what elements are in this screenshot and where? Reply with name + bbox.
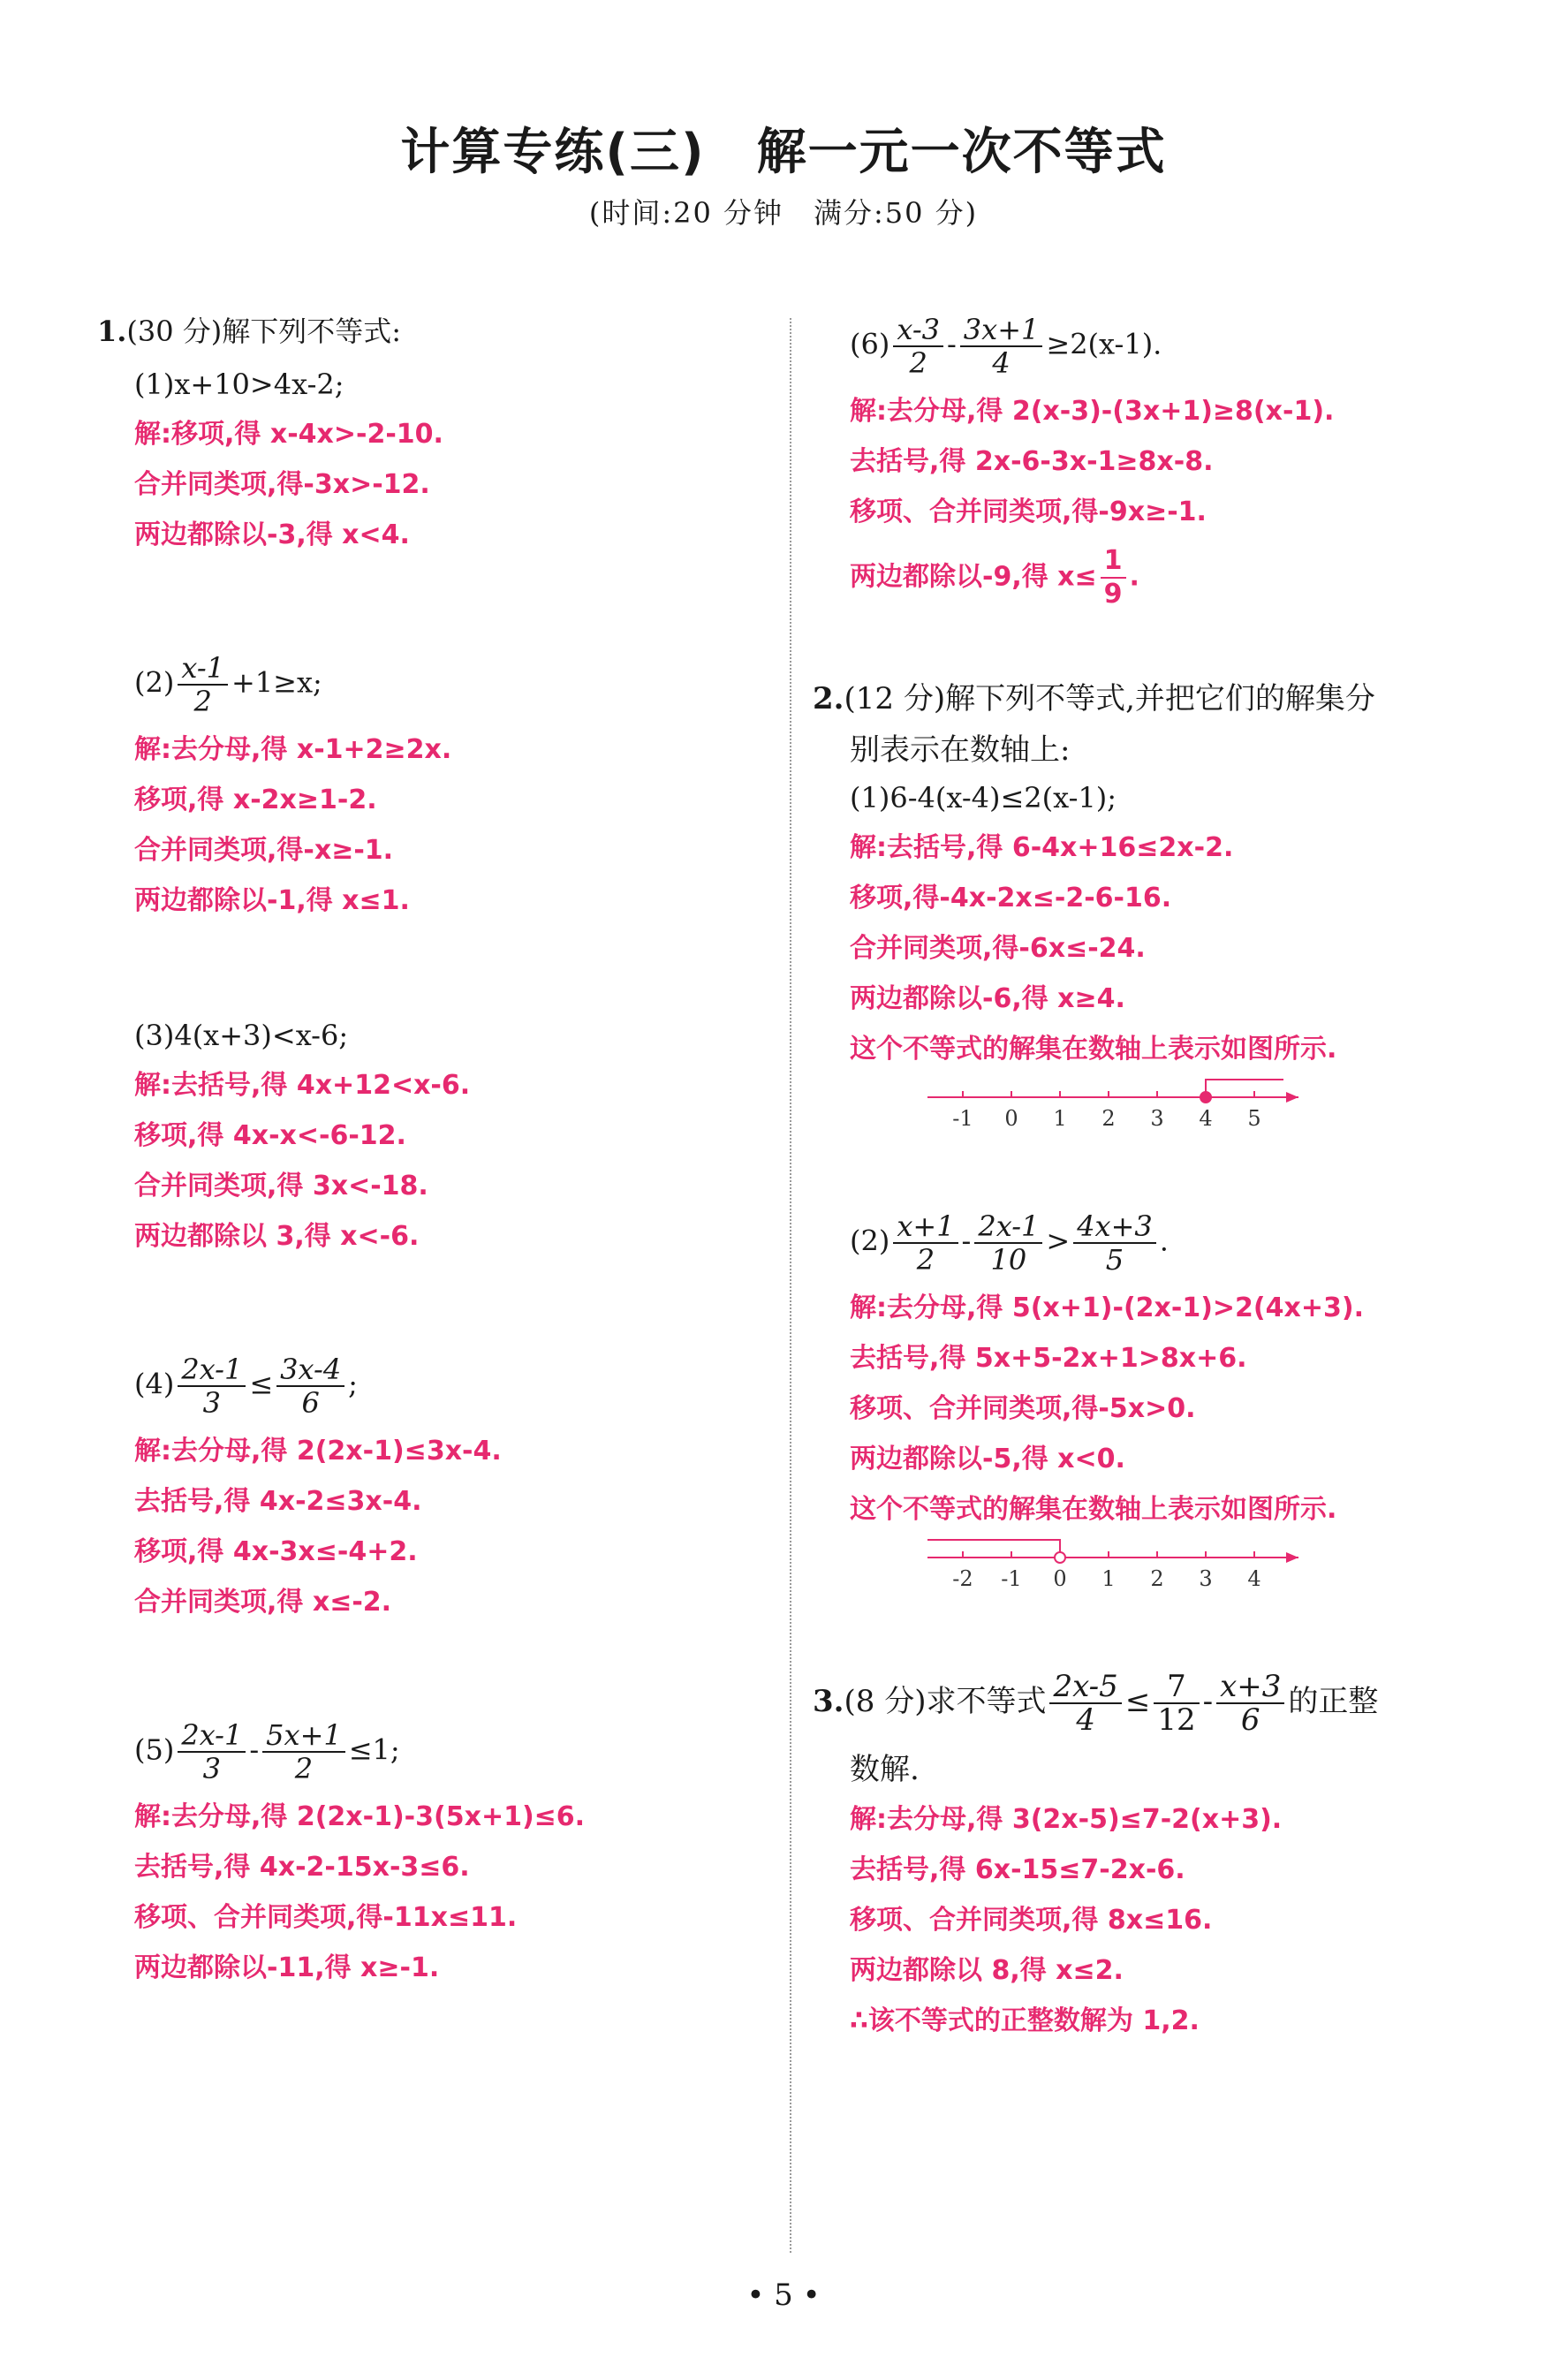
q1-p3-step: 移项,得 4x-x<-6-12. [134, 1120, 406, 1151]
problem-label: (2) [850, 1224, 890, 1258]
q1-p2-step: 移项,得 x-2x≥1-2. [134, 784, 377, 815]
denominator: 3 [202, 1752, 222, 1785]
q1-p2-step: 合并同类项,得-x≥-1. [134, 835, 394, 866]
operator: ≤ [249, 1367, 274, 1401]
q3-step: 两边都除以 8,得 x≤2. [850, 1955, 1124, 1986]
solution-ray [1206, 1080, 1283, 1097]
fraction [960, 314, 1043, 379]
q2-p2-problem [813, 1210, 1519, 1276]
q1-p1-problem: (1)x+10>4x-2; [134, 368, 344, 401]
q3-step: 移项、合并同类项,得 8x≤16. [850, 1905, 1213, 1936]
right-column [813, 314, 1519, 2039]
numerator: 2x-1 [974, 1210, 1042, 1244]
q1-p5-step: 解:去分母,得 2(2x-1)-3(5x+1)≤6. [134, 1801, 586, 1832]
q1-p6-problem [813, 314, 1519, 379]
q2-p1-step: 合并同类项,得-6x≤-24. [850, 933, 1146, 964]
q1-p6-step: 解:去分母,得 2(x-3)-(3x+1)≥8(x-1). [850, 396, 1335, 427]
operator: - [961, 1224, 972, 1258]
q2-intro-cont: 别表示在数轴上: [850, 732, 1071, 768]
q2-p1-step: 移项,得-4x-2x≤-2-6-16. [850, 883, 1172, 913]
page-title: 计算专练(三) 解一元一次不等式 [400, 124, 1167, 181]
q3-step: ∴该不等式的正整数解为 1,2. [850, 2005, 1200, 2036]
page-number: • 5 • [746, 2278, 821, 2313]
fraction [893, 1210, 958, 1276]
q2-p1-step: 两边都除以-6,得 x≥4. [850, 983, 1125, 1014]
q3-step: 解:去分母,得 3(2x-5)≤7-2(x+3). [850, 1804, 1283, 1835]
operator: > [1046, 1224, 1071, 1258]
denominator: 2 [916, 1243, 935, 1277]
q1-p4-step: 去括号,得 4x-2≤3x-4. [134, 1486, 422, 1517]
denominator: 4 [1076, 1702, 1095, 1738]
axis-arrow [1286, 1552, 1298, 1563]
axis-tick-label: -1 [1001, 1566, 1022, 1591]
fraction [178, 652, 228, 717]
solution-ray [927, 1540, 1060, 1558]
q3-intro-cont: 数解. [850, 1752, 920, 1787]
fraction [1101, 545, 1126, 610]
numerator: 4x+3 [1073, 1210, 1156, 1244]
axis-tick-label: 1 [1101, 1566, 1116, 1591]
q2-header [813, 681, 1519, 716]
fraction [178, 1353, 246, 1419]
q1-number: 1. [97, 315, 127, 348]
q1-p5-step: 移项、合并同类项,得-11x≤11. [134, 1902, 518, 1933]
operator: ≤ [1124, 1684, 1151, 1719]
axis-tick-label: -2 [952, 1566, 973, 1591]
numerator: 7 [1154, 1671, 1199, 1704]
operator: - [1202, 1684, 1214, 1719]
problem-label: (4) [134, 1367, 175, 1401]
fraction [262, 1719, 345, 1785]
left-column [97, 314, 804, 1986]
numerator: 3x-4 [276, 1353, 344, 1387]
denominator: 2 [294, 1752, 314, 1785]
axis-tick-label: -1 [952, 1106, 973, 1131]
number-line [927, 1078, 1334, 1140]
q3-intro: (8 分)求不等式 [844, 1684, 1047, 1719]
problem-label: (2) [134, 665, 175, 700]
numerator: x+1 [893, 1210, 958, 1244]
q2-number: 2. [813, 681, 844, 716]
step-text: . [1129, 561, 1139, 593]
problem-tail: ≤1; [348, 1732, 400, 1767]
q1-intro: (30 分)解下列不等式: [126, 315, 402, 348]
q2-p2-step: 去括号,得 5x+5-2x+1>8x+6. [850, 1343, 1247, 1374]
q3-step: 去括号,得 6x-15≤7-2x-6. [850, 1854, 1185, 1885]
solution-point [1055, 1552, 1065, 1563]
axis-tick-label: 4 [1247, 1566, 1261, 1591]
fraction [178, 1719, 246, 1785]
q1-header [97, 314, 804, 349]
axis-tick-label: 4 [1199, 1106, 1213, 1131]
number-line [927, 1538, 1334, 1600]
q1-p2-step: 解:去分母,得 x-1+2≥2x. [134, 734, 452, 765]
q3-number: 3. [813, 1684, 844, 1719]
q2-p2-step: 解:去分母,得 5(x+1)-(2x-1)>2(4x+3). [850, 1292, 1364, 1323]
axis-tick-label: 5 [1247, 1106, 1261, 1131]
fraction [974, 1210, 1042, 1276]
problem-label: (5) [134, 1732, 175, 1767]
fraction [1049, 1671, 1121, 1736]
q2-p2-step: 两边都除以-5,得 x<0. [850, 1444, 1125, 1474]
axis-tick-label: 1 [1053, 1106, 1067, 1131]
q1-p1-step: 合并同类项,得-3x>-12. [134, 469, 430, 500]
numerator: 5x+1 [262, 1719, 345, 1753]
numerator: 1 [1101, 545, 1126, 579]
problem-label: (6) [850, 327, 890, 361]
q2-intro: (12 分)解下列不等式,并把它们的解集分 [844, 681, 1375, 716]
numerator: x-3 [893, 314, 943, 347]
denominator: 6 [1240, 1702, 1260, 1738]
operator: - [946, 327, 957, 361]
q1-p1-step: 解:移项,得 x-4x>-2-10. [134, 419, 443, 450]
numerator: 2x-5 [1049, 1671, 1121, 1704]
problem-tail: ; [348, 1367, 358, 1401]
problem-tail: +1≥x; [231, 665, 322, 700]
axis-tick-label: 2 [1150, 1566, 1164, 1591]
q1-p4-step: 合并同类项,得 x≤-2. [134, 1587, 392, 1618]
axis-tick-label: 3 [1150, 1106, 1164, 1131]
denominator: 2 [909, 346, 927, 380]
denominator: 3 [202, 1386, 222, 1420]
denominator: 4 [992, 346, 1011, 380]
q1-p3-problem: (3)4(x+3)<x-6; [134, 1019, 349, 1052]
fraction [1216, 1671, 1284, 1736]
q1-p1-step: 两边都除以-3,得 x<4. [134, 519, 410, 550]
q2-p1-problem: (1)6-4(x-4)≤2(x-1); [850, 781, 1117, 815]
q1-p4-problem [97, 1353, 804, 1419]
q2-p1-step: 解:去括号,得 6-4x+16≤2x-2. [850, 832, 1234, 863]
q1-p2-problem [97, 652, 804, 717]
q1-p4-step: 移项,得 4x-3x≤-4+2. [134, 1536, 418, 1567]
q3-intro-suffix: 的正整 [1288, 1684, 1379, 1719]
denominator: 10 [990, 1243, 1027, 1277]
axis-tick-label: 2 [1101, 1106, 1116, 1131]
page-subtitle: (时间:20 分钟 满分:50 分) [588, 196, 979, 230]
solution-point [1200, 1092, 1211, 1103]
denominator: 12 [1157, 1702, 1196, 1738]
q2-p2-step: 移项、合并同类项,得-5x>0. [850, 1393, 1196, 1424]
q1-p6-step: 去括号,得 2x-6-3x-1≥8x-8. [850, 446, 1214, 477]
numerator: 3x+1 [960, 314, 1043, 347]
q1-p3-step: 合并同类项,得 3x<-18. [134, 1171, 428, 1201]
fraction [893, 314, 943, 379]
q2-p1-step: 这个不等式的解集在数轴上表示如图所示. [850, 1034, 1337, 1065]
problem-tail: . [1159, 1224, 1169, 1258]
denominator: 6 [301, 1386, 320, 1420]
axis-tick-label: 0 [1053, 1566, 1067, 1591]
problem-tail: ≥2(x-1). [1046, 327, 1162, 361]
numerator: 2x-1 [178, 1719, 246, 1753]
axis-tick-label: 0 [1004, 1106, 1018, 1131]
step-text: 两边都除以-9,得 x≤ [850, 561, 1097, 593]
q1-p5-step: 去括号,得 4x-2-15x-3≤6. [134, 1852, 470, 1883]
q2-p2-step: 这个不等式的解集在数轴上表示如图所示. [850, 1494, 1337, 1525]
axis-arrow [1286, 1092, 1298, 1103]
q1-p4-step: 解:去分母,得 2(2x-1)≤3x-4. [134, 1436, 502, 1467]
fraction [276, 1353, 344, 1419]
denominator: 9 [1103, 579, 1123, 610]
numerator: 2x-1 [178, 1353, 246, 1387]
operator: - [249, 1732, 260, 1767]
fraction [1073, 1210, 1156, 1276]
q1-p5-step: 两边都除以-11,得 x≥-1. [134, 1952, 440, 1983]
q1-p2-step: 两边都除以-1,得 x≤1. [134, 885, 410, 916]
q1-p3-step: 两边都除以 3,得 x<-6. [134, 1221, 420, 1252]
q3-header [813, 1671, 1519, 1736]
q1-p6-step: 移项、合并同类项,得-9x≥-1. [850, 496, 1207, 527]
numerator: x-1 [178, 652, 228, 686]
denominator: 2 [193, 685, 212, 718]
q1-p6-last-step [813, 545, 1519, 610]
axis-tick-label: 3 [1199, 1566, 1213, 1591]
q1-p5-problem [97, 1719, 804, 1785]
fraction [1154, 1671, 1199, 1736]
numerator: x+3 [1216, 1671, 1284, 1704]
q1-p3-step: 解:去括号,得 4x+12<x-6. [134, 1070, 471, 1101]
denominator: 5 [1105, 1243, 1124, 1277]
